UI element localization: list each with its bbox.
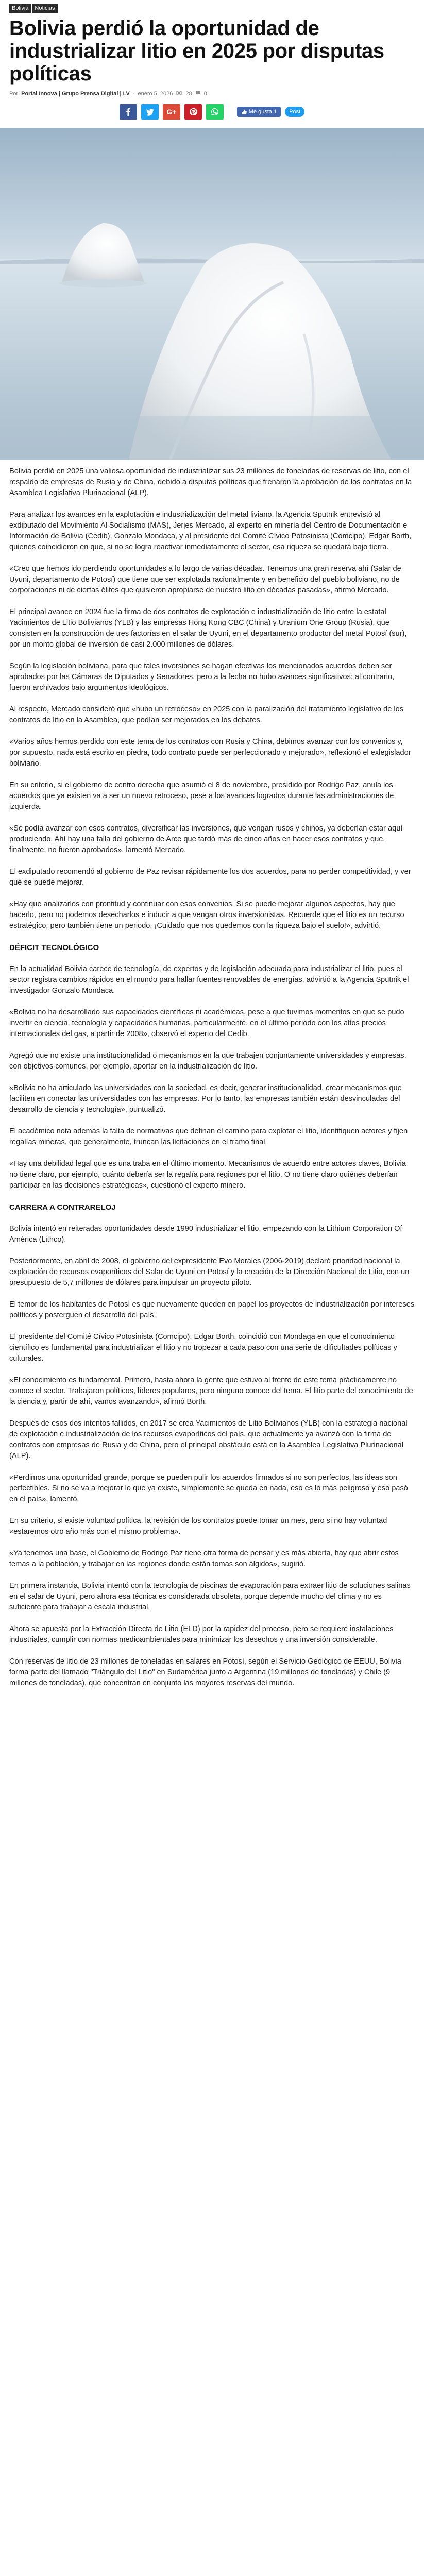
article-paragraph: Posteriormente, en abril de 2008, el gobierno del expresidente Evo Morales (2006-2019) declaró prioridad nacional la explotación de recursos evaporíticos del Salar de Uyuni en Potosí y la creación de la Dirección Nacional de Litio, con un presupuesto de 5,7 millones de dólares para impulsar un proyecto piloto. — [9, 1257, 410, 1287]
meta-by: Por — [9, 90, 19, 97]
section-heading: DÉFICIT TECNOLÓGICO — [9, 943, 99, 952]
share-bar — [9, 104, 415, 120]
whatsapp-share-button[interactable] — [206, 104, 224, 120]
twitter-icon — [146, 108, 154, 116]
article-paragraph: «Ya tenemos una base, el Gobierno de Rodrigo Paz tiene otra forma de pensar y es más abierta, hay que abrir estos temas a la población, y trabajar en las regiones donde están tomas son álgidos», sugirió. — [9, 1549, 399, 1568]
article-paragraph: El académico nota además la falta de normativas que definan el camino para explotar el litio, identifiquen actores y fijen regalías mineras, que generalmente, truncan las licitaciones en el tramo final. — [9, 1127, 408, 1146]
article-paragraph: «Perdimos una oportunidad grande, porque se pueden pulir los acuerdos firmados si no son perfectos, las ideas son perfectibles. Si no se va a mejorar lo que ya existe, simplemente se queda en nada, eso es lo más peligroso y eso pasó en el país», lamentó. — [9, 1473, 408, 1503]
breadcrumb-noticias[interactable]: Noticias — [32, 4, 57, 13]
hero-image — [0, 128, 424, 460]
thumbs-up-icon — [241, 109, 247, 115]
article-paragraph: Para analizar los avances en la explotación e industrialización del metal liviano, la Agencia Sputnik entrevistó al exdiputado del Movimiento Al Socialismo (MAS), Jerjes Mercado, al experto en minería del Centro de Documentación e Información de Bolivia (Cedib), Gonzalo Mondaca, y al presidente del Comité Cívico Potosinista (Comcipo), Edgar Borth, quienes coincidieron en que, si no se logra reactivar inmediatamente el sector, esa riqueza se quedará bajo tierra. — [9, 511, 412, 551]
article-paragraph: En su criterio, si existe voluntad política, la revisión de los contratos puede tomar un mes, pero si no hay voluntad «estaremos otro año más con el mismo problema». — [9, 1517, 387, 1536]
page-title: Bolivia perdió la oportunidad de industrializar litio en 2025 por disputas políticas — [9, 17, 384, 85]
article-paragraph: «Se podía avanzar con esos contratos, diversificar las inversiones, que vengan rusos y chinos, ya deberían estar aquí produciendo. Ahí hay una falla del gobierno de Arce que tardó más de cinco años en hacer esos contratos y que, finalmente, no fueron aprobados», lamentó Mercado. — [9, 824, 403, 854]
facebook-like-button[interactable] — [237, 107, 281, 117]
article-paragraph: Al respecto, Mercado consideró que «hubo un retroceso» en 2025 con la paralización del tratamiento legislativo de los contratos de litio en la Asamblea, que podían ser mejorados en los debates. — [9, 705, 404, 724]
article-paragraph: El temor de los habitantes de Potosí es que nuevamente queden en papel los proyectos de industrialización por intereses políticos y posterguen el desarrollo del país. — [9, 1300, 415, 1319]
article-paragraph: «Bolivia no ha articulado las universidades con la sociedad, es decir, generar institucionalidad, crear mecanismos que faciliten en conectar las universidades con las empresas. Por lo tanto, las empresas también están desvinculadas del desarrollo de ciencia y tecnología», puntualizó. — [9, 1084, 402, 1114]
section-heading: CARRERA A CONTRARELOJ — [9, 1203, 116, 1212]
article-paragraph: Bolivia intentó en reiteradas oportunidades desde 1990 industrializar el litio, empezando con la Lithium Corporation Of América (Lithco). — [9, 1225, 402, 1244]
header-area — [0, 0, 424, 120]
article-paragraph: Ahora se apuesta por la Extracción Directa de Litio (ELD) por la rapidez del proceso, pero se requiere instalaciones industriales, cumplir con normas medioambientales para minimizar los desechos y una inversión considerable. — [9, 1625, 394, 1644]
facebook-share-button[interactable] — [120, 104, 137, 120]
comment-icon — [195, 90, 201, 97]
meta-author[interactable]: Portal Innova | Grupo Prensa Digital | LV — [21, 90, 130, 97]
pinterest-icon — [189, 108, 197, 116]
meta-views: 28 — [185, 90, 192, 97]
pinterest-share-button[interactable] — [184, 104, 202, 120]
article-paragraph: Agregó que no existe una institucionalidad o mecanismos en la que trabajen conjuntamente universidades y empresas, con objetivos comunes, por ejemplo, aportar en la industrialización de litio. — [9, 1052, 406, 1071]
facebook-icon — [124, 108, 132, 116]
article-paragraph: «El conocimiento es fundamental. Primero, hasta ahora la gente que estuvo al frente de este tema prácticamente no conoce el sector. Trabajaron políticos, líderes populares, pero ninguno conoce del tema. El litio parte del conocimiento de la ciencia y, partir de ahí, vamos avanzando», afirmó Borth. — [9, 1376, 413, 1406]
article-paragraph: «Bolivia no ha desarrollado sus capacidades científicas ni académicas, pese a que tuvimos momentos en que se pudo invertir en ciencia, tecnología y capacidades humanas, particularmente, en el último periodo con los altos precios internacionales del gas, a partir de 2008», observó el experto del Cedib. — [9, 1008, 404, 1038]
article-paragraph: Bolivia perdió en 2025 una valiosa oportunidad de industrializar sus 23 millones de toneladas de reservas de litio, con el respaldo de empresas de Rusia y de China, debido a disputas políticas que frenaron la aprobación de los contratos en la Asamblea Legislativa Plurinacional (ALP). — [9, 467, 412, 497]
article-paragraph: «Hay que analizarlos con prontitud y continuar con esos convenios. Si se puede mejorar algunos aspectos, hay que hacerlo, pero no podemos desecharlos e inducir a que vengan otros inversionistas. Recuerde que el litio es un recurso estratégico, pero también tiene un periodo. ¡Cuidado que nos quedemos con la riqueza bajo el suelo!», advirtió. — [9, 900, 404, 930]
article-paragraph: El principal avance en 2024 fue la firma de dos contratos de explotación e industrialización de litio entre la estatal Yacimientos de Litio Bolivianos (YLB) y las empresas Hong Kong CBC (China) y Uranium One Group (Rusia), que consisten en la construcción de tres factorías en el salar de Uyuni, en el departamento productor del metal Potosí (sur), por un monto global de inversión de casi 2.000 millones de dólares. — [9, 608, 407, 649]
googleplus-icon: G+ — [166, 108, 177, 116]
googleplus-share-button[interactable] — [163, 104, 180, 120]
fb-like-label: Me gusta 1 — [248, 109, 277, 115]
breadcrumb — [9, 0, 415, 13]
breadcrumb-bolivia[interactable]: Bolivia — [9, 4, 31, 13]
twitter-post-button[interactable]: Post — [285, 107, 304, 117]
article-paragraph: «Hay una debilidad legal que es una traba en el último momento. Mecanismos de acuerdo entre actores claves, Bolivia no tiene claro, por ejemplo, cuánto debería ser la regalía para regiones por el litio. O no tiene claro quiénes deberían participar en las decisiones estratégicas», cuestionó el experto minero. — [9, 1160, 406, 1190]
article-paragraph: «Creo que hemos ido perdiendo oportunidades a lo largo de varias décadas. Tenemos una gran reserva ahí (Salar de Uyuni, departamento de Potosí) que tiene que ser explotada racionalmente y en beneficio del pueblo boliviano, no de corporaciones ni de ciertas élites que quisieron apropiarse de nuestro litio en décadas pasadas», afirmó Mercado. — [9, 565, 401, 595]
article-meta — [9, 90, 415, 97]
article-paragraph: En primera instancia, Bolivia intentó con la tecnología de piscinas de evaporación para extraer litio de soluciones salinas en el salar de Uyuni, pero ahora esa técnica es considerada obsoleta, porque depende mucho del clima y no es suficiente para trabajar a escala industrial. — [9, 1582, 411, 1612]
article-paragraph: Con reservas de litio de 23 millones de toneladas en salares en Potosí, según el Servicio Geológico de EEUU, Bolivia forma parte del llamado "Triángulo del Litio" en Sudamérica junto a Argentina (19 millones de toneladas) y Chile (9 millones de toneladas), que concentran en conjunto las mayores reservas del mundo. — [9, 1657, 401, 1687]
article-body — [0, 460, 424, 1689]
article-paragraph: En la actualidad Bolivia carece de tecnología, de expertos y de legislación adecuada para industrializar el litio, pues el sector registra cambios rápidos en el mundo para hallar fuentes renovables de energías, advirtió a la Agencia Sputnik el investigador Gonzalo Mondaca. — [9, 965, 409, 995]
article-paragraph: «Varios años hemos perdido con este tema de los contratos con Rusia y China, debimos avanzar con los convenios y, por supuesto, nada está escrito en piedra, todo contrato puede ser perfeccionado y mejorado», reflexionó el exlegislador boliviano. — [9, 738, 411, 768]
eye-icon — [176, 91, 182, 97]
article-paragraph: Después de esos dos intentos fallidos, en 2017 se crea Yacimientos de Litio Bolivianos (YLB) con la estrategia nacional de explotación e industrialización de los recursos evaporíticos del país, que actualmente ya avanzó con la firma de contratos con empresas de Rusia y de China, pero el principal obstáculo está en la Asamblea Legislativa Plurinacional (ALP). — [9, 1419, 408, 1460]
meta-separator: - — [132, 90, 135, 97]
meta-date: enero 5, 2026 — [138, 90, 173, 97]
article-paragraph: El exdiputado recomendó al gobierno de Paz revisar rápidamente los dos acuerdos, para no perder competitividad, y ver qué se puede mejorar. — [9, 868, 411, 887]
whatsapp-icon — [211, 108, 219, 116]
article-paragraph: En su criterio, si el gobierno de centro derecha que asumió el 8 de noviembre, presidido por Rodrigo Paz, anula los acuerdos que ya existen va a ser un nuevo retroceso, pese a los avances logrados durante las administraciones de izquierda. — [9, 781, 394, 811]
article-paragraph: Según la legislación boliviana, para que tales inversiones se hagan efectivas los mencionados acuerdos deben ser aprobados por las Cámaras de Diputados y Senadores, pero a la fecha no hubo avances significativos: al contrario, fueron archivados bajo argumentos ideológicos. — [9, 662, 395, 692]
article-paragraph: El presidente del Comité Cívico Potosinista (Comcipo), Edgar Borth, coincidió con Mondaga en que el conocimiento científico es fundamental para industrializar el litio y no tropezar a cada paso con una serie de dificultades políticas y culturales. — [9, 1333, 397, 1363]
meta-comments: 0 — [203, 90, 207, 97]
twitter-share-button[interactable] — [141, 104, 159, 120]
